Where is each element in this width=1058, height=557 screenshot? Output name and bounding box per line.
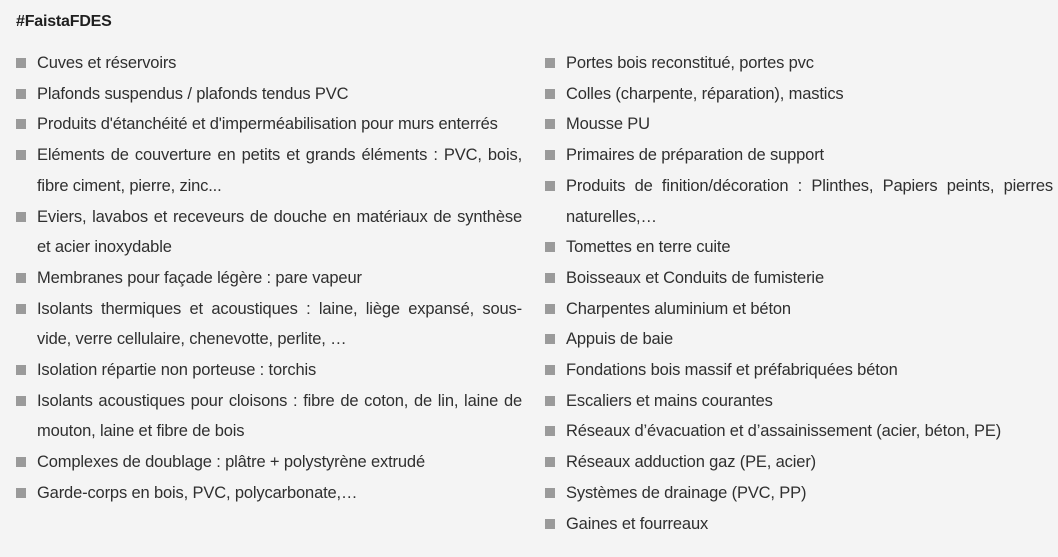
square-bullet-icon	[16, 365, 26, 375]
list-item-text: Fondations bois massif et préfabriquées béton	[566, 361, 898, 380]
list-item-text: Réseaux d’évacuation et d’assainissement (acier, béton, PE)	[566, 422, 1002, 441]
list-item	[545, 232, 1053, 263]
list-item-text: Isolants acoustiques pour cloisons : fibre de coton, de lin, laine de mouton, laine et fibre de bois	[37, 391, 522, 441]
square-bullet-icon	[545, 457, 555, 467]
list-item	[545, 416, 1053, 447]
list-item	[545, 140, 1053, 171]
list-item-text: Isolants thermiques et acoustiques : laine, liège expansé, sous-vide, verre cellulaire, chenevotte, perlite, …	[37, 299, 522, 349]
list-item-text: Mousse PU	[566, 115, 650, 134]
square-bullet-icon	[16, 488, 26, 498]
square-bullet-icon	[545, 181, 555, 191]
list-item-text: Escaliers et mains courantes	[566, 391, 773, 410]
list-item	[16, 263, 522, 294]
list-item-text: Boisseaux et Conduits de fumisterie	[566, 268, 824, 287]
list-item-text: Garde-corps en bois, PVC, polycarbonate,…	[37, 483, 358, 502]
list-item-text: Produits d'étanchéité et d'imperméabilisation pour murs enterrés	[37, 115, 498, 134]
list-item	[16, 140, 522, 201]
list-item	[545, 48, 1053, 79]
square-bullet-icon	[16, 89, 26, 99]
square-bullet-icon	[16, 273, 26, 283]
list-item	[545, 171, 1053, 232]
list-item-text: Portes bois reconstitué, portes pvc	[566, 54, 814, 72]
square-bullet-icon	[16, 58, 26, 68]
square-bullet-icon	[545, 89, 555, 99]
list-item	[16, 447, 522, 478]
list-item	[545, 294, 1053, 325]
list-item-text: Primaires de préparation de support	[566, 146, 824, 165]
list-item-text: Gaines et fourreaux	[566, 514, 709, 533]
square-bullet-icon	[16, 304, 26, 314]
square-bullet-icon	[545, 150, 555, 160]
list-item	[16, 79, 522, 110]
list-item-text: Colles (charpente, réparation), mastics	[566, 84, 844, 103]
list-item	[545, 478, 1053, 509]
list-item	[545, 79, 1053, 110]
square-bullet-icon	[545, 304, 555, 314]
list-item-text: Cuves et réservoirs	[37, 54, 177, 72]
square-bullet-icon	[545, 426, 555, 436]
square-bullet-icon	[545, 396, 555, 406]
square-bullet-icon	[545, 488, 555, 498]
list-item	[16, 48, 522, 79]
list-item-text: Produits de finition/décoration : Plinthes, Papiers peints, pierres naturelles,…	[566, 176, 1053, 226]
list-item	[16, 355, 522, 386]
list-item-text: Eléments de couverture en petits et grands éléments : PVC, bois, fibre ciment, pierre, zinc...	[37, 146, 522, 195]
page-title: #FaistaFDES	[16, 13, 112, 30]
list-item	[16, 386, 522, 447]
square-bullet-icon	[545, 58, 555, 68]
square-bullet-icon	[16, 396, 26, 406]
square-bullet-icon	[16, 212, 26, 222]
list-item	[545, 509, 1053, 540]
square-bullet-icon	[16, 119, 26, 129]
square-bullet-icon	[16, 150, 26, 160]
square-bullet-icon	[545, 365, 555, 375]
list-item-text: Appuis de baie	[566, 330, 674, 349]
list-item	[545, 263, 1053, 294]
list-item-text: Plafonds suspendus / plafonds tendus PVC	[37, 84, 349, 103]
list-item-text: Membranes pour façade légère : pare vapeur	[37, 268, 362, 287]
list-item	[545, 109, 1053, 140]
list-item	[545, 447, 1053, 478]
square-bullet-icon	[545, 273, 555, 283]
left-list	[16, 48, 522, 509]
square-bullet-icon	[545, 334, 555, 344]
list-item-text: Isolation répartie non porteuse : torchis	[37, 361, 317, 380]
list-item	[16, 294, 522, 355]
square-bullet-icon	[545, 242, 555, 252]
list-item-text: Charpentes aluminium et béton	[566, 299, 791, 318]
list-item-text: Réseaux adduction gaz (PE, acier)	[566, 453, 817, 472]
list-item	[16, 202, 522, 263]
list-item	[545, 355, 1053, 386]
list-item	[16, 109, 522, 140]
square-bullet-icon	[545, 519, 555, 529]
list-item-text: Systèmes de drainage (PVC, PP)	[566, 483, 807, 502]
list-item	[545, 324, 1053, 355]
square-bullet-icon	[16, 457, 26, 467]
list-item	[545, 386, 1053, 417]
list-item-text: Complexes de doublage : plâtre + polystyrène extrudé	[37, 453, 425, 472]
square-bullet-icon	[545, 119, 555, 129]
list-item	[16, 478, 522, 509]
list-item-text: Eviers, lavabos et receveurs de douche en matériaux de synthèse et acier inoxydable	[37, 207, 522, 257]
right-list	[545, 48, 1053, 539]
list-item-text: Tomettes en terre cuite	[566, 238, 731, 257]
